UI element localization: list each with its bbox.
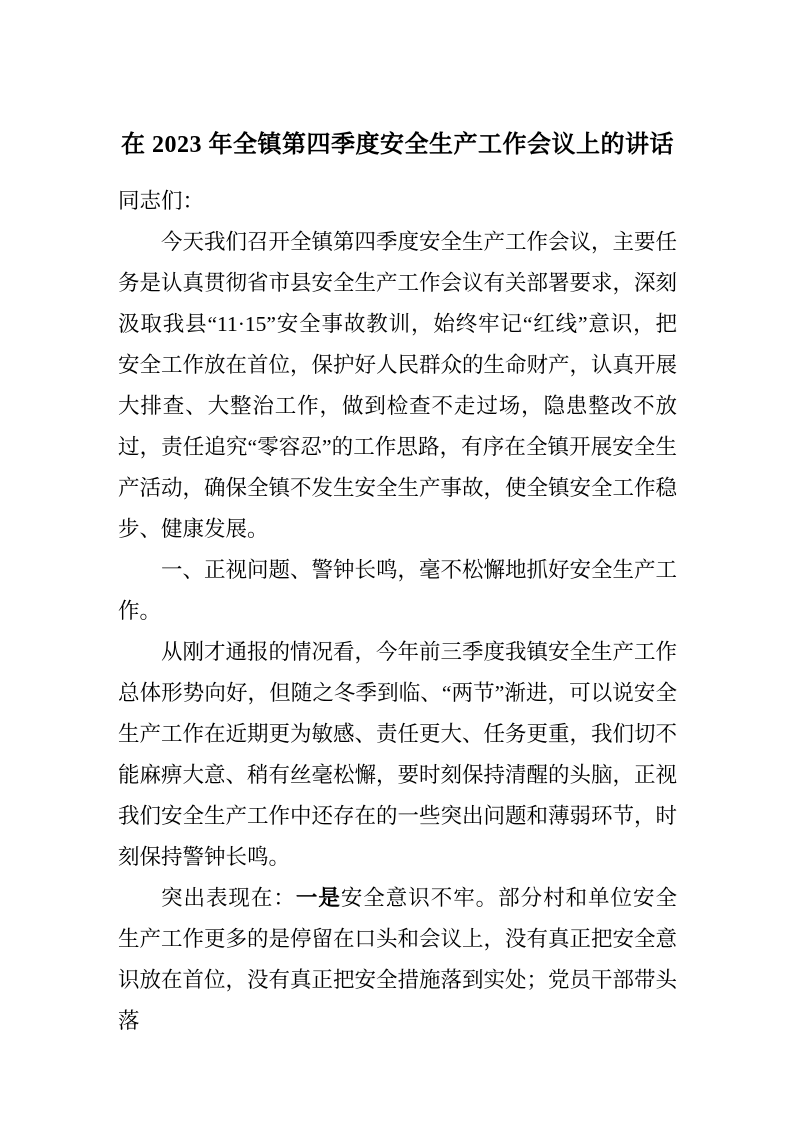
- document-content: [118, 123, 677, 1042]
- paragraph: [118, 878, 677, 1042]
- document-body: [118, 181, 677, 1042]
- text-run: 从刚才通报的情况看，今年前三季度我镇安全生产工作总体形势向好，但随之冬季到临、“两节”渐进，可以说安全生产工作在近期更为敏感、责任更大、任务更重，我们切不能麻痹大意、稍有丝毫松懈，要时刻保持清醒的头脑，正视我们安全生产工作中还存在的一些突出问题和薄弱环节，时刻保持警钟长鸣。: [118, 640, 678, 869]
- paragraph: [118, 222, 677, 550]
- paragraph: [118, 181, 677, 222]
- text-run: 同志们：: [118, 189, 205, 213]
- text-run: 今天我们召开全镇第四季度安全生产工作会议，主要任务是认真贯彻省市县安全生产工作会议有关部署要求，深刻汲取我县“11·15”安全事故教训，始终牢记“红线”意识，把安全工作放在首位，保护好人民群众的生命财产，认真开展大排查、大整治工作，做到检查不走过场，隐患整改不放过，责任追究“零容忍”的工作思路，有序在全镇开展安全生产活动，确保全镇不发生安全生产事故，使全镇安全工作稳步、健康发展。: [118, 230, 678, 541]
- text-run: 突出表现在：: [161, 886, 296, 910]
- bold-text-run: 一是: [295, 886, 341, 910]
- text-run: 一、正视问题、警钟长鸣，毫不松懈地抓好安全生产工作。: [118, 558, 678, 623]
- document-title: 在 2023 年全镇第四季度安全生产工作会议上的讲话: [121, 132, 674, 158]
- text-run: 安全意识不牢。部分村和单位安全生产工作更多的是停留在口头和会议上，没有真正把安全意识放在首位，没有真正把安全措施落到实处；党员干部带头落: [118, 886, 678, 1033]
- paragraph: [118, 550, 677, 632]
- paragraph: [118, 632, 677, 878]
